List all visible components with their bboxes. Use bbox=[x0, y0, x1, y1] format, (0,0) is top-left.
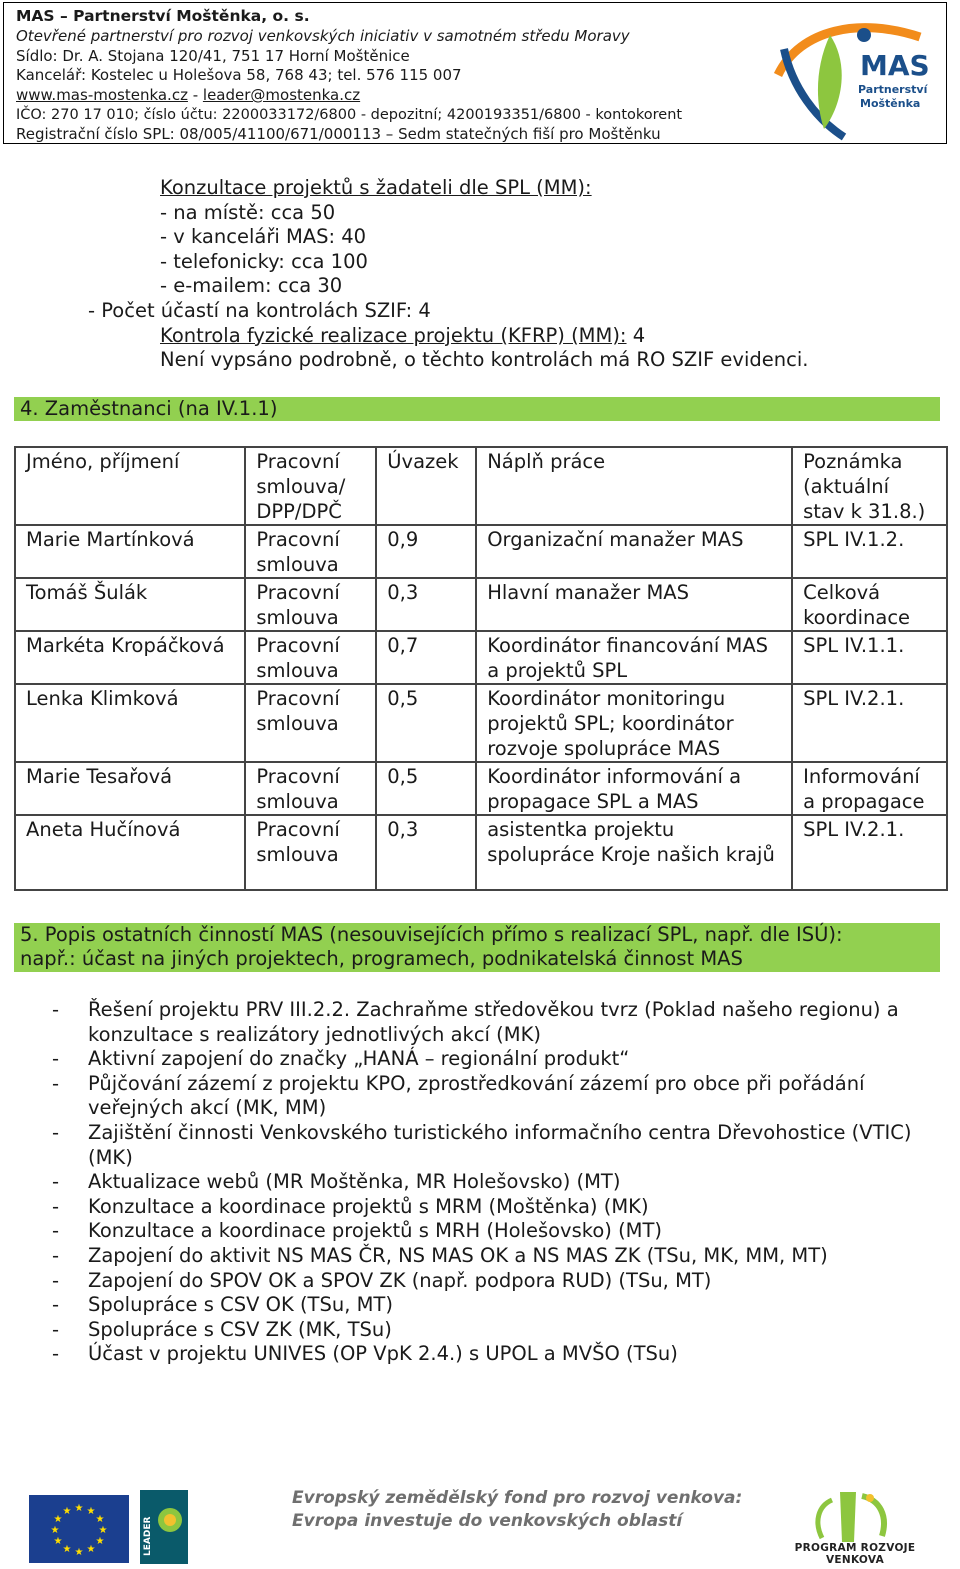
section5-heading bbox=[14, 923, 940, 972]
header-name: Jméno, příjmení bbox=[15, 447, 245, 525]
logo-dot bbox=[857, 28, 871, 42]
cell-name: Lenka Klimková bbox=[15, 684, 245, 762]
logo-partnerstvi-text: Partnerství bbox=[858, 83, 928, 96]
list-dash: - bbox=[52, 1293, 60, 1317]
table-row bbox=[15, 578, 947, 631]
list-dash: - bbox=[52, 1342, 60, 1366]
svg-text:★: ★ bbox=[62, 1506, 72, 1517]
cell-workload: 0,3 bbox=[376, 578, 476, 631]
list-item: - Zapojení do aktivit NS MAS ČR, NS MAS OK a NS MAS ZK (TSu, MK, MM, MT) bbox=[52, 1243, 828, 1267]
cell-workload: 0,9 bbox=[376, 525, 476, 578]
logo-green-leaf bbox=[818, 35, 842, 129]
cell-job: Hlavní manažer MAS bbox=[476, 578, 792, 631]
svg-text:★: ★ bbox=[74, 1547, 84, 1558]
staff-table bbox=[14, 446, 948, 891]
kfrp-line bbox=[160, 323, 645, 348]
svg-text:★: ★ bbox=[86, 1544, 96, 1555]
cell-note: SPL IV.1.2. bbox=[792, 525, 947, 578]
rural-program-label: PROGRAM ROZVOJE VENKOVA bbox=[794, 1542, 916, 1566]
table-header-row bbox=[15, 447, 947, 525]
office-address: Kancelář: Kostelec u Holešova 58, 768 43; tel. 576 115 007 bbox=[16, 66, 462, 84]
seat-address: Sídlo: Dr. A. Stojana 120/41, 751 17 Horní Moštěnice bbox=[16, 47, 410, 65]
cell-job: Koordinátor financování MAS a projektů SPL bbox=[476, 631, 792, 684]
svg-text:★: ★ bbox=[98, 1525, 108, 1536]
list-dash: - bbox=[52, 1194, 60, 1218]
cell-contract: Pracovní smlouva bbox=[245, 525, 376, 578]
table-row bbox=[15, 815, 947, 890]
header-note: Poznámka (aktuální stav k 31.8.) bbox=[792, 447, 947, 525]
company-ids: IČO: 270 17 010; číslo účtu: 2200033172/6800 - depozitní; 4200193351/6800 - kontokorent bbox=[16, 107, 683, 123]
contact-separator: - bbox=[187, 86, 203, 104]
kfrp-label: Kontrola fyzické realizace projektu (KFRP) (MM): bbox=[160, 324, 627, 347]
table-row bbox=[15, 684, 947, 762]
consult-item-onsite: - na místě: cca 50 bbox=[160, 201, 336, 224]
fund-line-2: Evropa investuje do venkovských oblastí bbox=[292, 1511, 683, 1531]
cell-contract: Pracovní smlouva bbox=[245, 578, 376, 631]
eu-flag-icon bbox=[29, 1495, 129, 1563]
cell-job: asistentka projektu spolupráce Kroje našich krajů bbox=[476, 815, 792, 890]
list-item: - Zajištění činnosti Venkovského turistického informačního centra Dřevohostice (VTIC) (MK) bbox=[52, 1120, 912, 1169]
list-dash: - bbox=[52, 1268, 60, 1292]
list-dash: - bbox=[52, 1047, 60, 1071]
list-dash: - bbox=[52, 1243, 60, 1267]
registration-number: Registrační číslo SPL: 08/005/41100/671/000113 – Sedm statečných fiší pro Moštěnku bbox=[16, 125, 661, 143]
szif-control-count: - Počet účastí na kontrolách SZIF: 4 bbox=[88, 299, 431, 322]
rural-program-logo bbox=[770, 1486, 940, 1568]
fund-text bbox=[292, 1487, 743, 1557]
list-dash: - bbox=[52, 1219, 60, 1243]
svg-text:★: ★ bbox=[62, 1544, 72, 1555]
rural-program-icon bbox=[770, 1486, 940, 1550]
kfrp-note: Není vypsáno podrobně, o těchto kontrolách má RO SZIF evidenci. bbox=[160, 348, 809, 371]
contact-line bbox=[16, 86, 360, 105]
cell-name: Aneta Hučínová bbox=[15, 815, 245, 890]
list-item: - Spolupráce s CSV ZK (MK, TSu) bbox=[52, 1317, 392, 1341]
section4-title: 4. Zaměstnanci (na IV.1.1) bbox=[20, 397, 278, 420]
mas-logo bbox=[770, 9, 946, 141]
letterhead bbox=[3, 2, 947, 144]
cell-note: Celková koordinace bbox=[792, 578, 947, 631]
consult-title: Konzultace projektů s žadateli dle SPL (MM): bbox=[160, 176, 592, 199]
svg-text:★: ★ bbox=[53, 1514, 63, 1525]
cell-workload: 0,5 bbox=[376, 762, 476, 815]
list-item: - Zapojení do SPOV OK a SPOV ZK (např. podpora RUD) (TSu, MT) bbox=[52, 1268, 712, 1292]
consult-item-phone: - telefonicky: cca 100 bbox=[160, 250, 368, 273]
list-item: - Aktivní zapojení do značky „HANÁ – regionální produkt“ bbox=[52, 1047, 630, 1071]
header-contract: Pracovní smlouva/ DPP/DPČ bbox=[245, 447, 376, 525]
cell-contract: Pracovní smlouva bbox=[245, 631, 376, 684]
cell-note: Informování a propagace bbox=[792, 762, 947, 815]
kfrp-value: 4 bbox=[626, 324, 646, 347]
cell-name: Marie Tesařová bbox=[15, 762, 245, 815]
list-item: - Aktualizace webů (MR Moštěnka, MR Holešovsko) (MT) bbox=[52, 1170, 621, 1194]
web-link[interactable]: www.mas-mostenka.cz bbox=[16, 86, 188, 104]
email-link[interactable]: leader@mostenka.cz bbox=[202, 86, 361, 104]
fund-line-1: Evropský zemědělský fond pro rozvoj venkova: bbox=[292, 1488, 743, 1508]
svg-text:★: ★ bbox=[95, 1536, 105, 1547]
list-item: - Řešení projektu PRV III.2.2. Zachraňme středověkou tvrz (Poklad našeho regionu) a konzultace s realizátory jednotlivých akcí (MK) bbox=[52, 998, 899, 1046]
header-workload: Úvazek bbox=[376, 447, 476, 525]
svg-text:★: ★ bbox=[53, 1536, 63, 1547]
leader-label: LEADER bbox=[143, 1516, 153, 1556]
svg-text:★: ★ bbox=[86, 1506, 96, 1517]
org-name: MAS – Partnerství Moštěnka, o. s. bbox=[16, 7, 310, 25]
list-dash: - bbox=[52, 1317, 60, 1341]
cell-note: SPL IV.1.1. bbox=[792, 631, 947, 684]
logo-mostenka-text: Moštěnka bbox=[860, 97, 921, 110]
cell-name: Tomáš Šulák bbox=[15, 578, 245, 631]
cell-job: Organizační manažer MAS bbox=[476, 525, 792, 578]
activities-list bbox=[52, 998, 958, 1367]
list-dash: - bbox=[52, 1071, 60, 1095]
table-row bbox=[15, 762, 947, 815]
list-item: - Spolupráce s CSV OK (TSu, MT) bbox=[52, 1293, 393, 1317]
table-row bbox=[15, 525, 947, 578]
cell-contract: Pracovní smlouva bbox=[245, 684, 376, 762]
cell-name: Marie Martínková bbox=[15, 525, 245, 578]
list-dash: - bbox=[52, 1170, 60, 1194]
list-item: - Konzultace a koordinace projektů s MRM (Moštěnka) (MK) bbox=[52, 1194, 649, 1218]
consult-item-email: - e-mailem: cca 30 bbox=[160, 274, 343, 297]
svg-text:★: ★ bbox=[95, 1514, 105, 1525]
list-item: - Účast v projektu UNIVES (OP VpK 2.4.) s UPOL a MVŠO (TSu) bbox=[52, 1342, 678, 1366]
list-item: - Konzultace a koordinace projektů s MRH (Holešovsko) (MT) bbox=[52, 1219, 663, 1243]
list-dash: - bbox=[52, 998, 60, 1021]
cell-contract: Pracovní smlouva bbox=[245, 815, 376, 890]
leader-logo bbox=[140, 1490, 188, 1564]
footer bbox=[0, 1480, 960, 1569]
svg-text:★: ★ bbox=[50, 1525, 60, 1536]
list-item: - Půjčování zázemí z projektu KPO, zprostředkování zázemí pro obce při pořádání veřejných akcí (MK, MM) bbox=[52, 1071, 865, 1120]
cell-note: SPL IV.2.1. bbox=[792, 684, 947, 762]
svg-text:★: ★ bbox=[74, 1503, 84, 1514]
cell-name: Markéta Kropáčková bbox=[15, 631, 245, 684]
cell-job: Koordinátor informování a propagace SPL a MAS bbox=[476, 762, 792, 815]
cell-note: SPL IV.2.1. bbox=[792, 815, 947, 890]
cell-workload: 0,3 bbox=[376, 815, 476, 890]
table-row bbox=[15, 631, 947, 684]
cell-job: Koordinátor monitoringu projektů SPL; koordinátor rozvoje spolupráce MAS bbox=[476, 684, 792, 762]
tagline: Otevřené partnerství pro rozvoj venkovských iniciativ v samotném středu Moravy bbox=[16, 27, 630, 45]
section5-title: 5. Popis ostatních činností MAS (nesouvisejících přímo s realizací SPL, např. dle ISÚ): bbox=[20, 923, 843, 946]
header-job: Náplň práce bbox=[476, 447, 792, 525]
section5-subtitle: např.: účast na jiných projektech, programech, podnikatelská činnost MAS bbox=[20, 947, 743, 970]
consult-item-office: - v kanceláři MAS: 40 bbox=[160, 225, 367, 248]
cell-workload: 0,7 bbox=[376, 631, 476, 684]
section4-heading bbox=[14, 397, 940, 421]
cell-contract: Pracovní smlouva bbox=[245, 762, 376, 815]
logo-mas-text: MAS bbox=[860, 49, 930, 82]
list-dash: - bbox=[52, 1120, 60, 1144]
cell-workload: 0,5 bbox=[376, 684, 476, 762]
